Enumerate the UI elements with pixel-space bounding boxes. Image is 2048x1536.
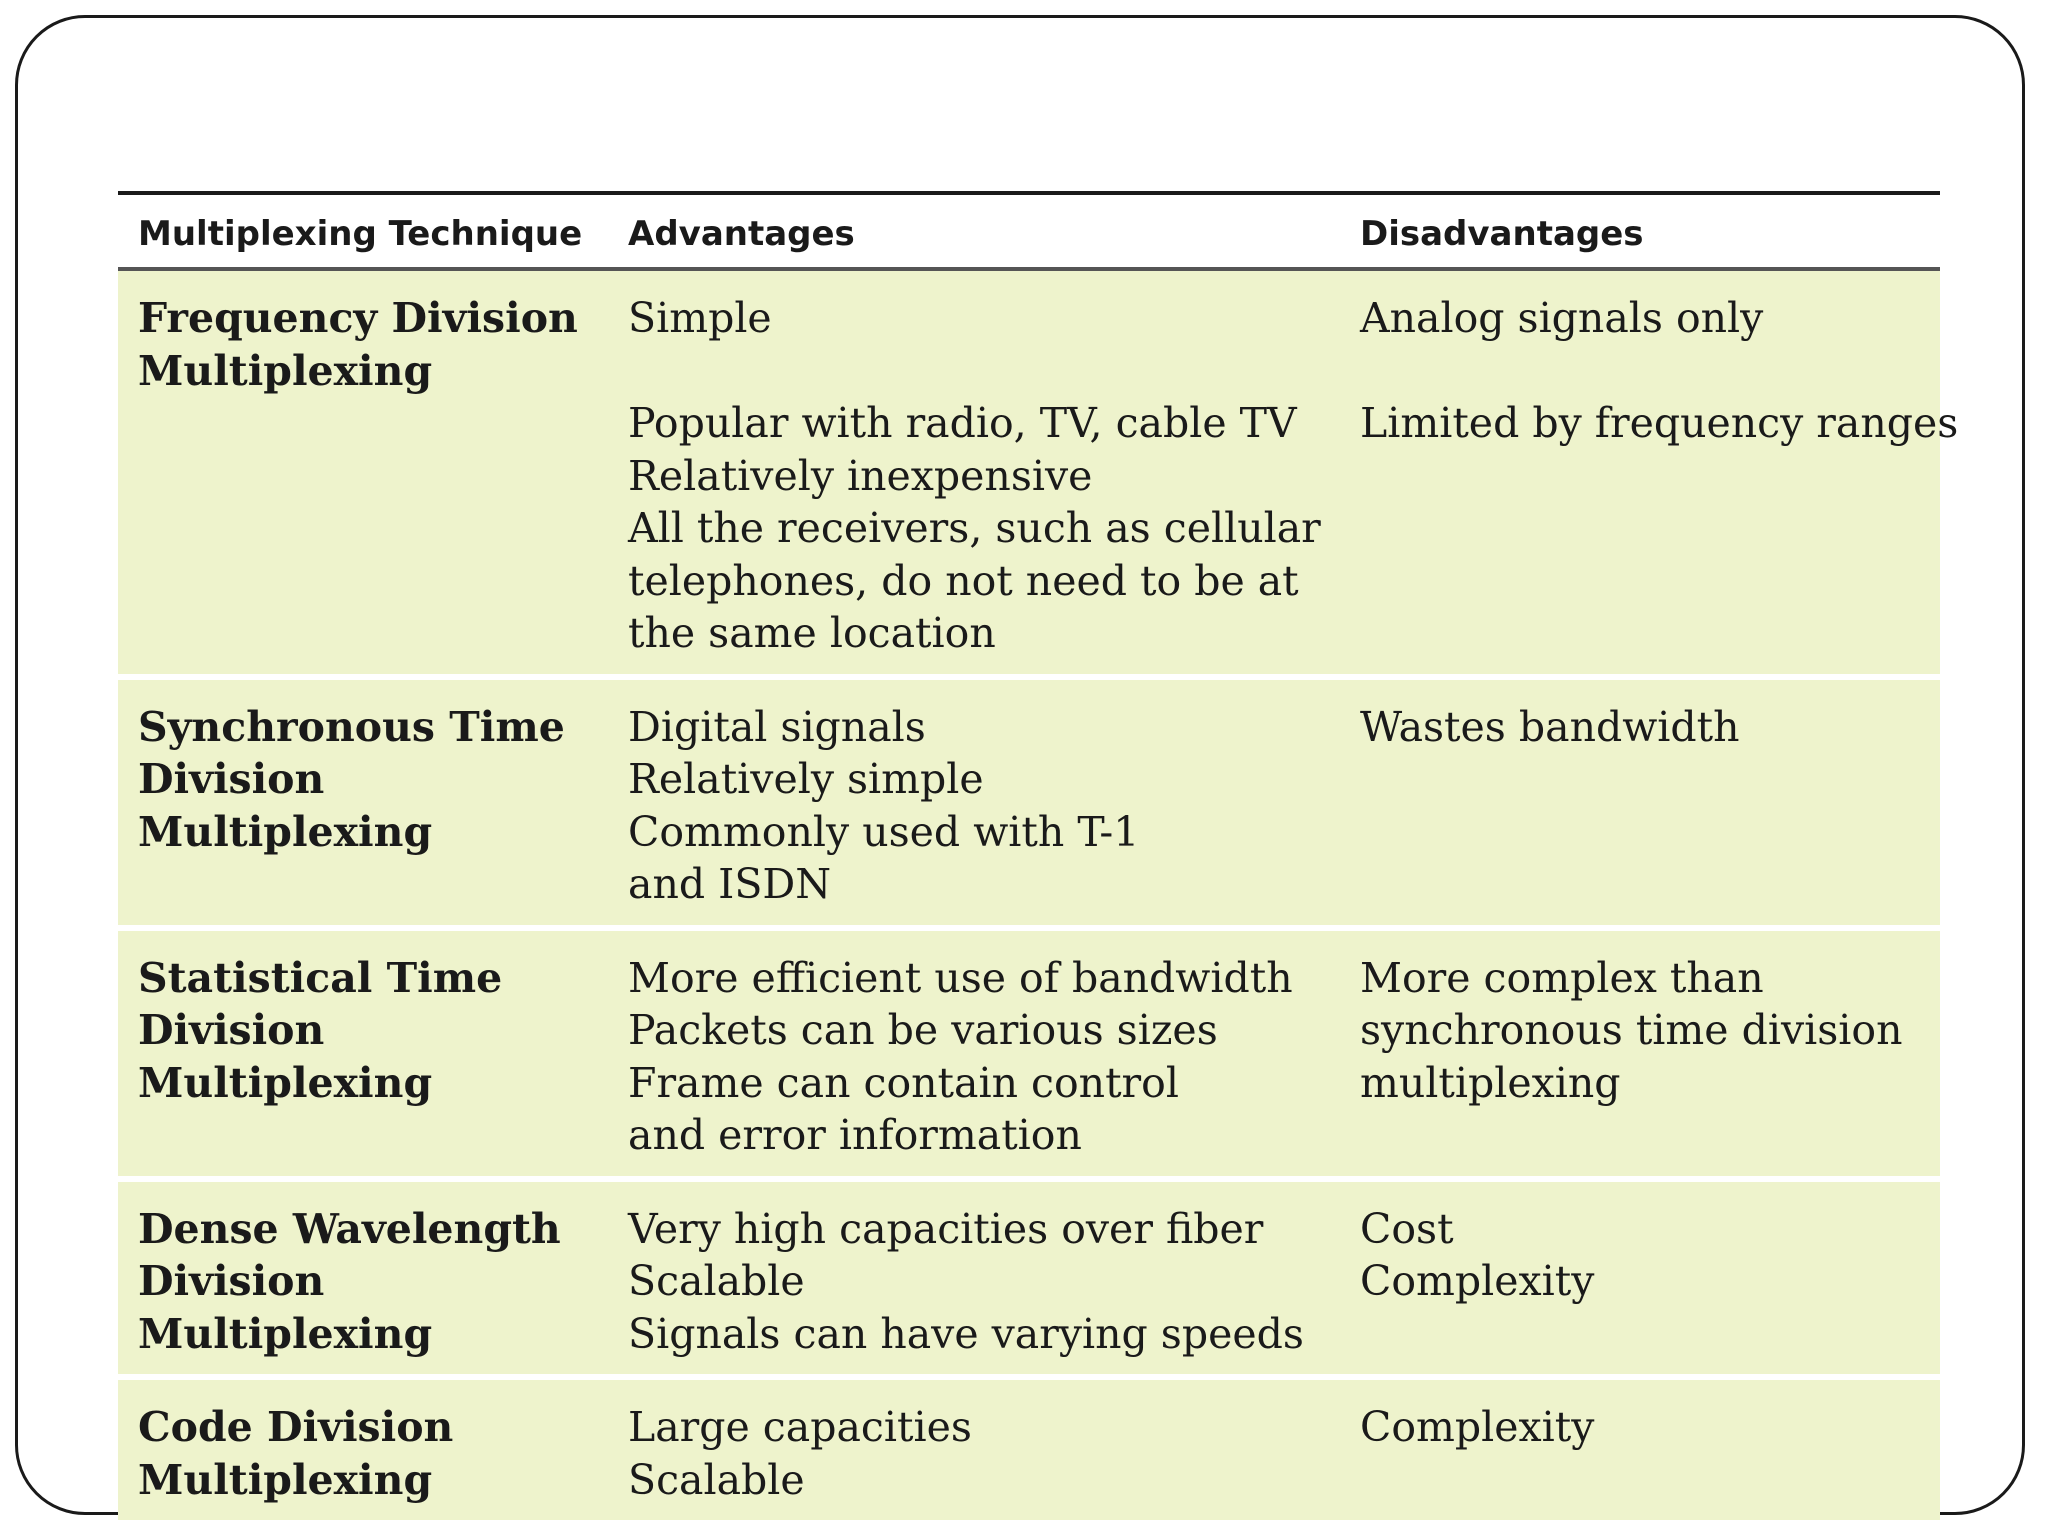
- technique-cell: [118, 269, 608, 677]
- cell-line: Limited by frequency ranges: [1360, 399, 1959, 447]
- cell-line: Complexity: [1360, 1257, 1595, 1305]
- cell-line: Division: [138, 1006, 325, 1054]
- technique-cell: [118, 1377, 608, 1520]
- cell-line: Commonly used with T-1: [628, 807, 1140, 856]
- advantages-cell: [608, 1179, 1340, 1378]
- header-technique: Multiplexing Technique: [138, 214, 583, 254]
- cell-line: Analog signals only: [1360, 294, 1764, 342]
- disadvantages-cell: [1340, 928, 1940, 1179]
- header-advantages: Advantages: [628, 214, 855, 254]
- advantages-cell: [608, 677, 1340, 928]
- table-row: [118, 928, 1940, 1179]
- cell-line: Cost: [1360, 1204, 1454, 1253]
- cell-line: Relatively simple: [628, 755, 984, 803]
- cell-line: Simple: [628, 294, 772, 342]
- cell-line: Frame can contain control: [628, 1058, 1179, 1107]
- advantages-cell: [608, 928, 1340, 1179]
- cell-line: Packets can be various sizes: [628, 1006, 1218, 1054]
- line-gap: [1360, 345, 1940, 398]
- disadvantages-cell: [1340, 1377, 1940, 1520]
- slide-frame: [15, 15, 2025, 1515]
- cell-line: Multiplexing: [138, 1058, 433, 1107]
- cell-line: Very high capacities over fiber: [628, 1204, 1264, 1253]
- line-gap: [628, 345, 1340, 398]
- table-body: [118, 269, 1959, 1520]
- disadvantages-cell: [1340, 1179, 1940, 1378]
- cell-line: Code Division: [138, 1403, 454, 1451]
- disadvantages-cell: [1340, 677, 1940, 928]
- cell-line: Dense Wavelength: [138, 1204, 561, 1253]
- cell-line: and ISDN: [628, 860, 832, 908]
- cell-line: More efficient use of bandwidth: [628, 953, 1293, 1002]
- cell-line: Multiplexing: [138, 346, 433, 395]
- advantages-cell: [608, 1377, 1340, 1520]
- cell-line: Synchronous Time: [138, 702, 565, 751]
- cell-line: Multiplexing: [138, 1455, 433, 1504]
- header-disadvantages: Disadvantages: [1360, 214, 1644, 254]
- cell-line: Scalable: [628, 1257, 805, 1305]
- disadvantages-cell: [1340, 269, 1959, 677]
- table-row: [118, 269, 1940, 677]
- cell-line: multiplexing: [1360, 1058, 1621, 1107]
- cell-line: All the receivers, such as cellular: [628, 504, 1321, 552]
- cell-line: and error information: [628, 1111, 1082, 1159]
- table-row: [118, 1377, 1940, 1520]
- header-row: [118, 193, 1940, 269]
- cell-line: Popular with radio, TV, cable TV: [628, 399, 1297, 447]
- advantages-cell: [608, 269, 1340, 677]
- cell-line: Multiplexing: [138, 807, 433, 856]
- cell-line: Relatively inexpensive: [628, 451, 1093, 500]
- cell-line: Wastes bandwidth: [1360, 702, 1740, 751]
- cell-line: Digital signals: [628, 702, 926, 751]
- cell-line: Multiplexing: [138, 1309, 433, 1358]
- cell-line: Statistical Time: [138, 953, 503, 1002]
- table-row: [118, 1179, 1940, 1378]
- table-row: [118, 677, 1940, 928]
- multiplexing-comparison-table: [118, 191, 1959, 1520]
- technique-cell: [118, 1179, 608, 1378]
- cell-line: Large capacities: [628, 1403, 972, 1451]
- technique-cell: [118, 677, 608, 928]
- cell-line: Complexity: [1360, 1403, 1595, 1451]
- cell-line: telephones, do not need to be at: [628, 556, 1299, 605]
- cell-line: Signals can have varying speeds: [628, 1309, 1304, 1358]
- cell-line: synchronous time division: [1360, 1006, 1903, 1054]
- cell-line: Division: [138, 1257, 325, 1305]
- multiplexing-table-container: [118, 191, 1959, 1520]
- cell-line: the same location: [628, 609, 996, 657]
- cell-line: Frequency Division: [138, 294, 578, 342]
- cell-line: Scalable: [628, 1455, 805, 1504]
- cell-line: Division: [138, 755, 325, 803]
- cell-line: More complex than: [1360, 953, 1764, 1002]
- technique-cell: [118, 928, 608, 1179]
- table-header: [118, 193, 1940, 269]
